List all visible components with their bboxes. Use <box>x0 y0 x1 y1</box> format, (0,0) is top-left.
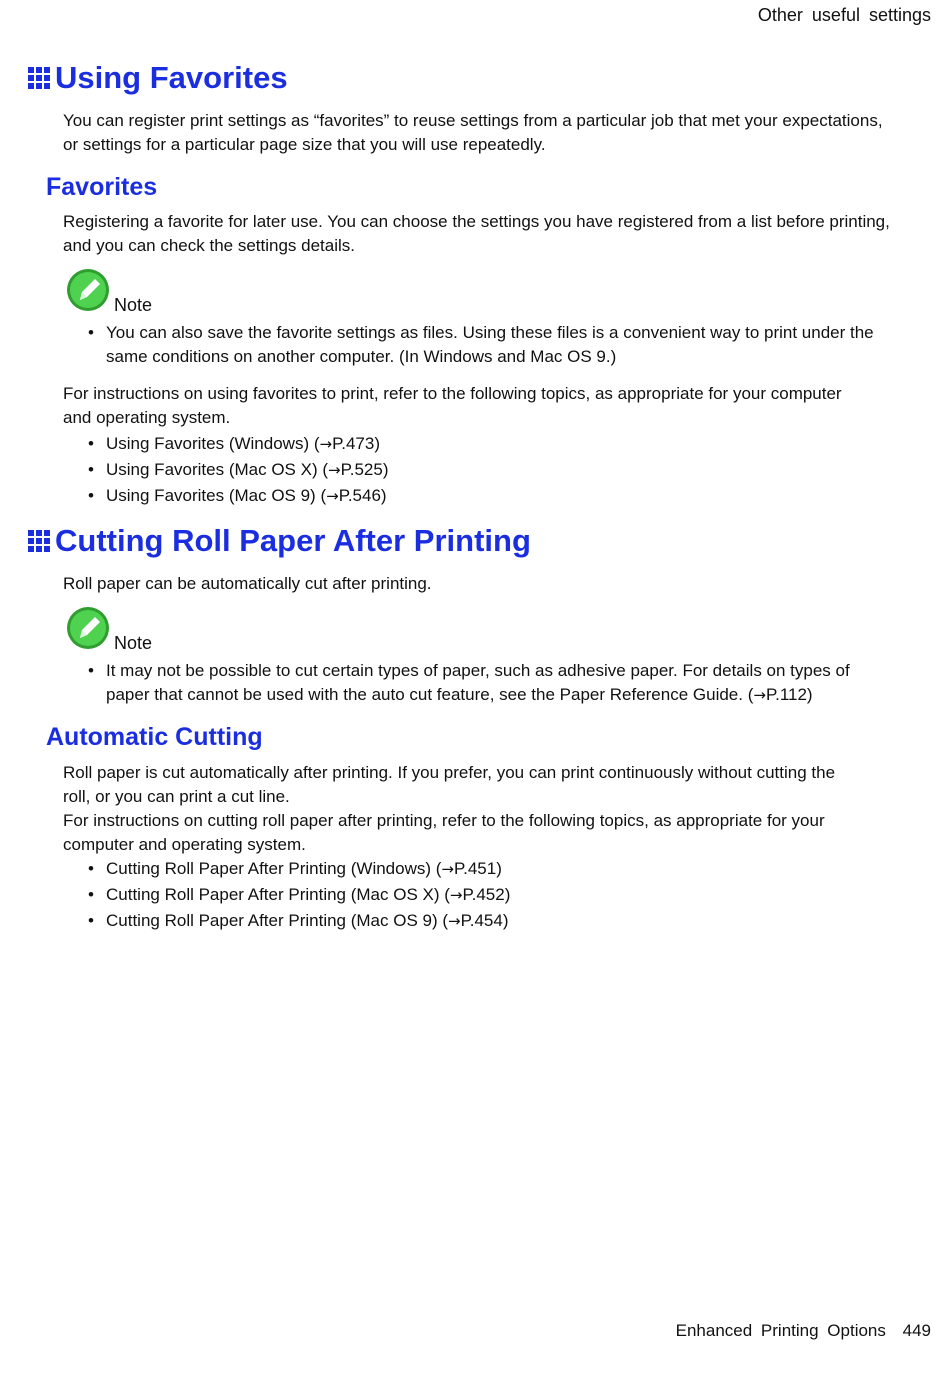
section-intro: You can register print settings as “favorites” to reuse settings from a particular job that met your expectations, or settings for a particular page size that you will use repeatedly. <box>63 111 883 154</box>
list-item[interactable]: • Using Favorites (Windows) (→P.473) <box>88 434 380 453</box>
section-intro: Roll paper can be automatically cut after printing. <box>63 574 432 593</box>
note-box <box>66 606 153 653</box>
footer-chapter: Enhanced Printing Options <box>675 1321 886 1340</box>
running-header: Other useful settings <box>757 5 931 25</box>
page-number: 449 <box>902 1321 931 1340</box>
list-item[interactable]: • Cutting Roll Paper After Printing (Mac OS X) (→P.452) <box>88 885 511 904</box>
list-item[interactable]: • Using Favorites (Mac OS 9) (→P.546) <box>88 486 387 505</box>
favorites-description: Registering a favorite for later use. You can choose the settings you have registered from a list before printing, and you can check the settings details. <box>63 212 890 255</box>
section-heading-using-favorites <box>28 60 288 96</box>
section-title: Using Favorites <box>55 60 288 95</box>
note-box <box>66 268 153 315</box>
note-bullet: • You can also save the favorite settings as files. Using these files is a convenient way to print under the same conditions on another computer. (In Windows and Mac OS 9.) <box>88 323 874 366</box>
subheading-favorites: Favorites <box>46 173 158 201</box>
list-item[interactable]: • Using Favorites (Mac OS X) (→P.525) <box>88 460 389 479</box>
note-pencil-icon <box>66 268 110 312</box>
list-item[interactable]: • Cutting Roll Paper After Printing (Windows) (→P.451) <box>88 859 502 878</box>
note-pencil-icon <box>66 606 110 650</box>
instructions-text: For instructions on using favorites to print, refer to the following topics, as appropriate for your computer and operating system. <box>63 384 842 427</box>
subheading-automatic-cutting: Automatic Cutting <box>46 723 263 751</box>
note-label: Note <box>114 295 153 315</box>
note-bullet: • It may not be possible to cut certain types of paper, such as adhesive paper. For details on types of paper that cannot be used with the auto cut feature, see the Paper Reference Guide. (→P.112) <box>88 661 850 704</box>
section-heading-cutting-roll-paper <box>28 523 531 559</box>
page-footer <box>676 1321 931 1341</box>
automatic-cutting-description: Roll paper is cut automatically after printing. If you prefer, you can print continuously without cutting the roll, or you can print a cut line. For instructions on cutting roll paper after printing, refer to the following topics, as appropriate for your computer and operating system. <box>63 763 836 854</box>
section-grid-icon <box>28 530 50 552</box>
section-title: Cutting Roll Paper After Printing <box>55 523 531 558</box>
list-item[interactable]: • Cutting Roll Paper After Printing (Mac OS 9) (→P.454) <box>88 911 509 930</box>
section-grid-icon <box>28 67 50 89</box>
note-label: Note <box>114 633 153 653</box>
